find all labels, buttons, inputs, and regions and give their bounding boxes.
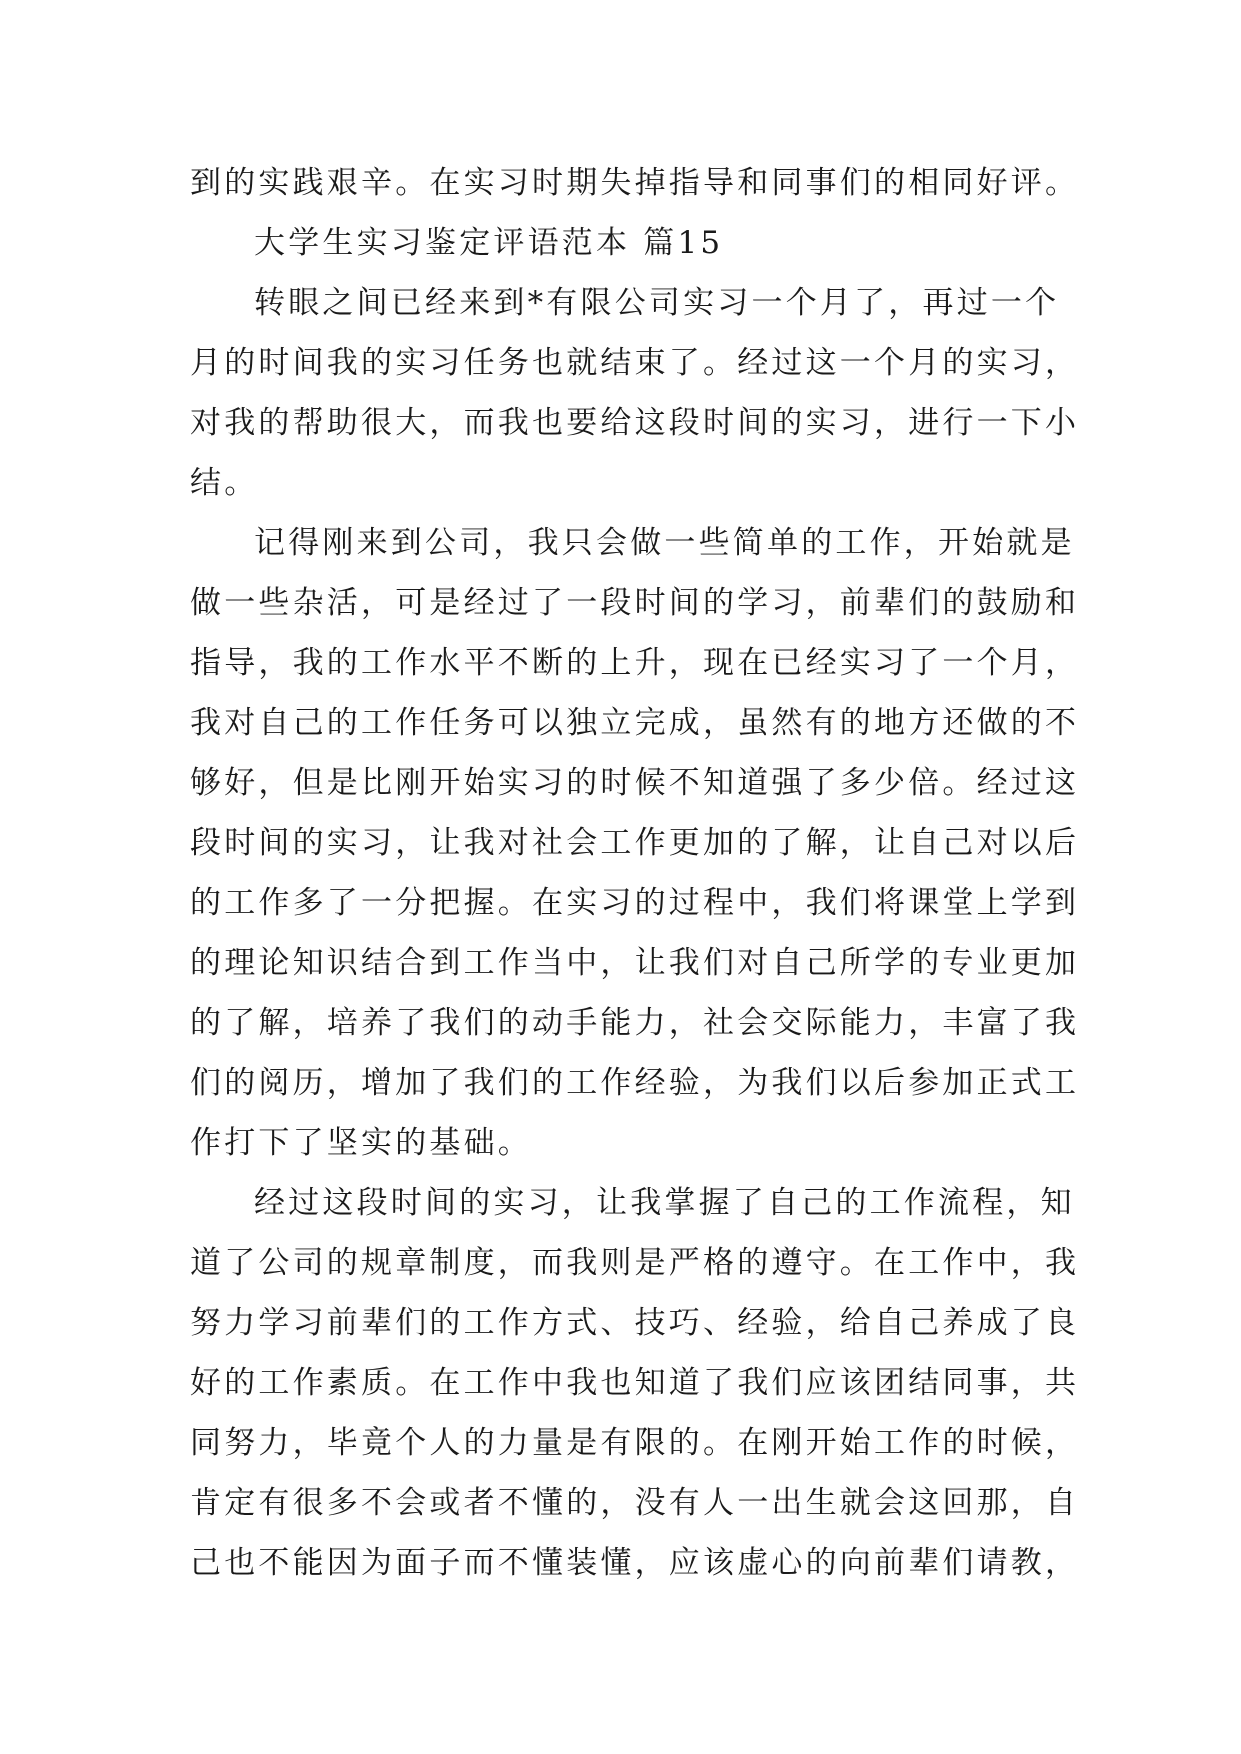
text-line: 的工作多了一分把握。在实习的过程中，我们将课堂上学到 xyxy=(190,885,1080,921)
text-line: 道了公司的规章制度，而我则是严格的遵守。在工作中，我 xyxy=(190,1245,1080,1281)
paragraph-first-line: 经过这段时间的实习，让我掌握了自己的工作流程，知 xyxy=(254,1185,1075,1221)
text-line: 到的实践艰辛。在实习时期失掉指导和同事们的相同好评。 xyxy=(190,165,1080,201)
text-line: 努力学习前辈们的工作方式、技巧、经验，给自己养成了良 xyxy=(190,1305,1080,1341)
text-line: 指导，我的工作水平不断的上升，现在已经实习了一个月， xyxy=(190,645,1080,681)
text-line: 对我的帮助很大，而我也要给这段时间的实习，进行一下小 xyxy=(190,405,1080,441)
paragraph-first-line: 转眼之间已经来到*有限公司实习一个月了，再过一个 xyxy=(254,285,1060,321)
paragraph-first-line: 记得刚来到公司，我只会做一些简单的工作，开始就是 xyxy=(254,525,1075,561)
text-line: 的理论知识结合到工作当中，让我们对自己所学的专业更加 xyxy=(190,945,1080,981)
text-line: 月的时间我的实习任务也就结束了。经过这一个月的实习， xyxy=(190,345,1080,381)
text-line: 够好，但是比刚开始实习的时候不知道强了多少倍。经过这 xyxy=(190,765,1080,801)
text-line: 我对自己的工作任务可以独立完成，虽然有的地方还做的不 xyxy=(190,705,1080,741)
text-line: 段时间的实习，让我对社会工作更加的了解，让自己对以后 xyxy=(190,825,1080,861)
text-line: 己也不能因为面子而不懂装懂，应该虚心的向前辈们请教， xyxy=(190,1545,1080,1581)
text-line: 同努力，毕竟个人的力量是有限的。在刚开始工作的时候， xyxy=(190,1425,1080,1461)
section-heading: 大学生实习鉴定评语范本 篇15 xyxy=(254,225,724,261)
text-line: 结。 xyxy=(190,465,259,501)
text-line: 作打下了坚实的基础。 xyxy=(190,1125,532,1161)
text-line: 们的阅历，增加了我们的工作经验，为我们以后参加正式工 xyxy=(190,1065,1080,1101)
text-line: 做一些杂活，可是经过了一段时间的学习，前辈们的鼓励和 xyxy=(190,585,1080,621)
text-line: 肯定有很多不会或者不懂的，没有人一出生就会这回那，自 xyxy=(190,1485,1080,1521)
text-line: 好的工作素质。在工作中我也知道了我们应该团结同事，共 xyxy=(190,1365,1080,1401)
document-body xyxy=(190,153,1080,1593)
text-line: 的了解，培养了我们的动手能力，社会交际能力，丰富了我 xyxy=(190,1005,1080,1041)
